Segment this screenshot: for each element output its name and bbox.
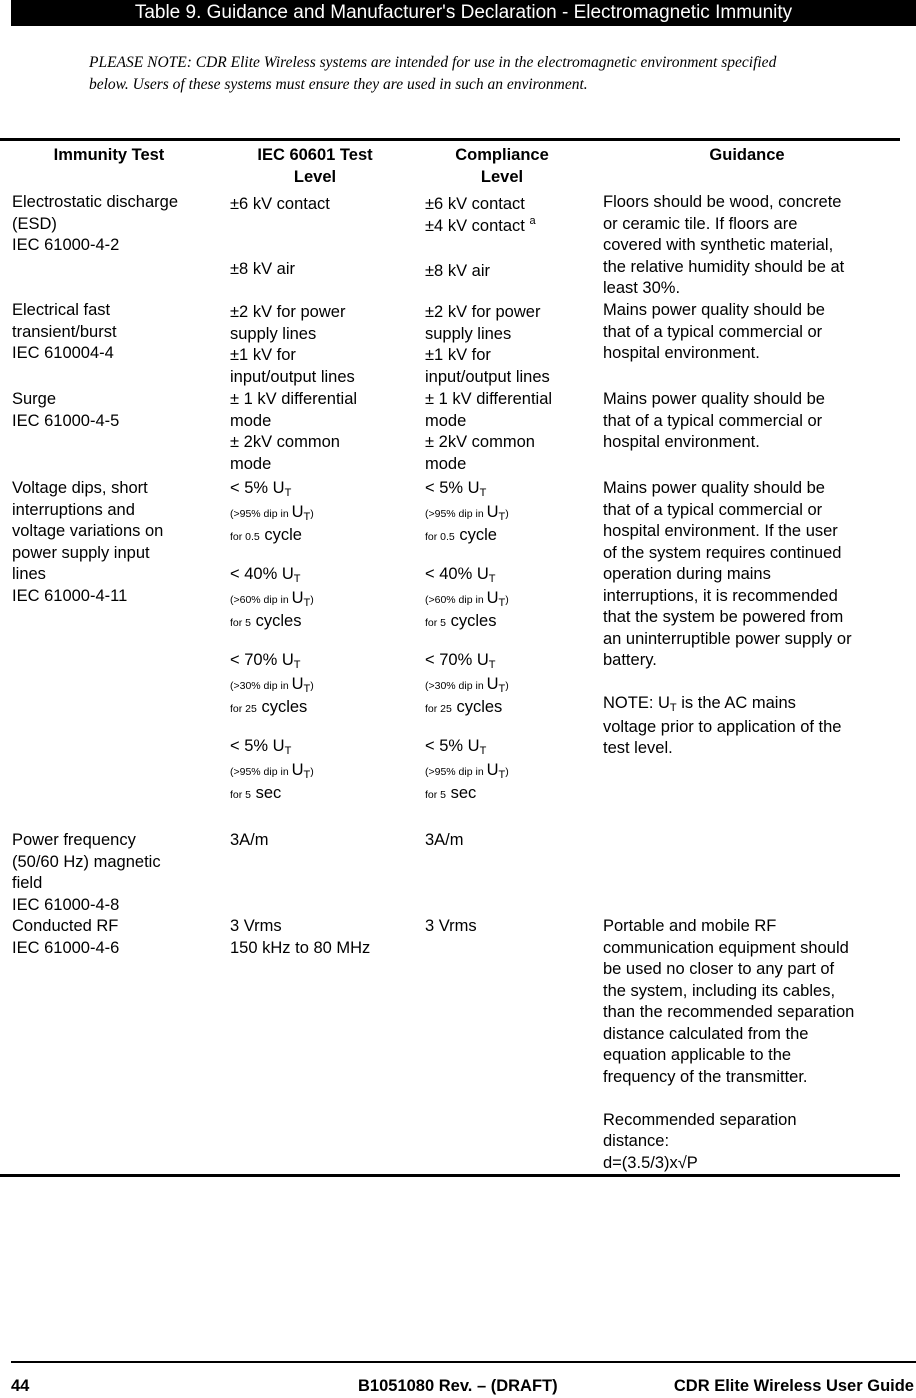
dips-level-cell — [230, 478, 314, 822]
dips-guidance-cell: Mains power quality should be that of a typical commercial or hospital environment. If the user of the system requires continued operation during mains interruptions, it is recommended that the system be powered from an uninterruptible power supply or battery. NOTE: UT is the AC mains voltage prior to application of the test level. — [603, 479, 852, 757]
dip-group: < 70% UT (>30% dip in UT) for 25 cycles — [230, 651, 314, 716]
eft-compliance-cell: ±2 kV for power supply lines ±1 kV for input/output lines — [425, 303, 550, 386]
dip-group: < 5% UT (>95% dip in UT) for 5 sec — [425, 737, 509, 802]
dips-note: NOTE: UT is the AC mains — [603, 694, 796, 714]
dips-compliance-cell — [425, 478, 509, 822]
esd-compliance-air: ±8 kV air — [425, 262, 490, 280]
header-immunity-test: Immunity Test — [53, 146, 165, 164]
usage-note: PLEASE NOTE: CDR Elite Wireless systems are intended for use in the electromagnetic environment specified below. Users of these systems must ensure they are used in such an environment. — [89, 54, 777, 93]
doc-id: B1051080 Rev. – (DRAFT) — [358, 1377, 558, 1395]
esd-compliance-cell: ±6 kV contact ±4 kV contact $^a$ — [425, 195, 536, 235]
separation-formula: d=(3.5/3)x√P — [603, 1153, 698, 1172]
dip-group: < 70% UT (>30% dip in UT) for 25 cycles — [425, 651, 509, 716]
dip-group: < 5% UT (>95% dip in UT) for 0.5 cycle — [230, 479, 314, 544]
page-number: 44 — [11, 1377, 30, 1395]
surge-guidance-cell: Mains power quality should be that of a typical commercial or hospital environment. — [603, 390, 825, 451]
power-freq-test-cell: Power frequency (50/60 Hz) magnetic field IEC 61000-4-8 — [12, 831, 161, 914]
eft-guidance-cell: Mains power quality should be that of a typical commercial or hospital environment. — [603, 301, 825, 362]
footnote-marker: a — [529, 214, 536, 227]
table-bottom-rule — [0, 1174, 900, 1177]
header-compliance-level: Compliance Level — [455, 146, 549, 186]
surge-compliance-cell: ± 1 kV differential mode ± 2kV common mode — [425, 390, 553, 473]
power-freq-compliance: 3A/m — [425, 831, 464, 849]
dip-group: < 40% UT (>60% dip in UT) for 5 cycles — [230, 565, 314, 630]
conducted-rf-compliance: 3 Vrms — [425, 917, 477, 935]
conducted-rf-test-cell: Conducted RF IEC 61000-4-6 — [12, 917, 120, 957]
surge-test-cell: Surge IEC 61000-4-5 — [12, 390, 120, 430]
eft-level-cell: ±2 kV for power supply lines ±1 kV for input/output lines — [230, 303, 355, 386]
conducted-rf-level-cell: 3 Vrms 150 kHz to 80 MHz — [230, 917, 371, 957]
header-test-level: IEC 60601 Test Level — [257, 146, 373, 186]
conducted-rf-guidance-cell: Portable and mobile RF communication equipment should be used no closer to any part of the system, including its cables, than the recommended separation distance calculated from the equation applicable to the frequency of the transmitter. Recommended separation distance: d=(3.5/3)x√P — [603, 916, 854, 1174]
dip-group: < 5% UT (>95% dip in UT) for 0.5 cycle — [425, 479, 509, 544]
dips-test-cell: Voltage dips, short interruptions and voltage variations on power supply input lines IEC 61000-4-11 — [12, 479, 164, 605]
table-top-rule — [0, 138, 900, 141]
esd-test-cell: Electrostatic discharge (ESD) IEC 61000-4-2 — [12, 193, 178, 254]
footer-rule — [11, 1361, 916, 1363]
table-title: Table 9. Guidance and Manufacturer's Declaration - Electromagnetic Immunity — [11, 0, 916, 26]
header-guidance: Guidance — [709, 146, 785, 164]
power-freq-level: 3A/m — [230, 831, 269, 849]
guide-title: CDR Elite Wireless User Guide — [673, 1377, 914, 1395]
eft-test-cell: Electrical fast transient/burst IEC 610004-4 — [12, 301, 117, 362]
esd-level-air: ±8 kV air — [230, 260, 295, 278]
dip-group: < 40% UT (>60% dip in UT) for 5 cycles — [425, 565, 509, 630]
esd-guidance-cell: Floors should be wood, concrete or ceramic tile. If floors are covered with synthetic material, the relative humidity should be at least 30%. — [603, 193, 845, 297]
dip-group: < 5% UT (>95% dip in UT) for 5 sec — [230, 737, 314, 802]
esd-level-contact: ±6 kV contact — [230, 195, 330, 213]
surge-level-cell: ± 1 kV differential mode ± 2kV common mode — [230, 390, 358, 473]
